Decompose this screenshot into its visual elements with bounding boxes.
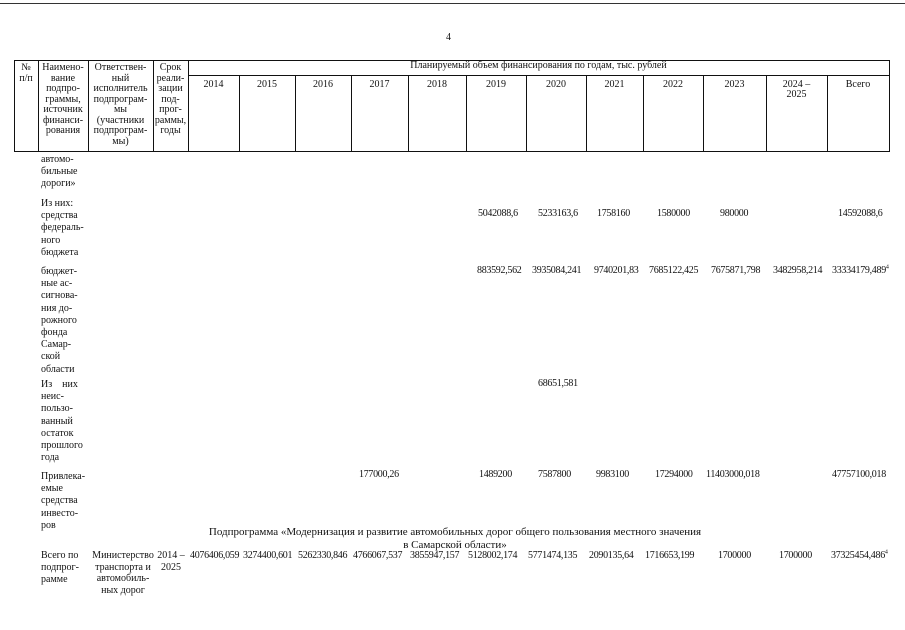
road-fund-2022: 7685122,425: [649, 265, 699, 276]
subprogram-total-2022: 1716653,199: [645, 550, 695, 561]
road-fund-2021: 9740201,83: [594, 265, 639, 276]
header-year-2019: 2019: [486, 79, 506, 90]
header-year-2014: 2014: [203, 79, 224, 90]
subprogram-total-2023: 1700000: [718, 550, 751, 561]
header-year-2023: 2023: [724, 79, 745, 90]
road-fund-total: 33334179,489$^4$: [832, 264, 889, 276]
header-year-2021: 2021: [604, 79, 625, 90]
subprogram-total-2014: 4076406,059: [190, 550, 240, 561]
investors-total: 47757100,018: [832, 469, 886, 480]
header-year-2015: 2015: [257, 79, 277, 90]
federal-total: 14592088,6: [838, 208, 883, 219]
subprogram-executor: Министерство транспорта и автомобиль- ных дорог: [92, 550, 154, 596]
investors-2021: 9983100: [596, 469, 629, 480]
road-fund-2020: 3935084,241: [532, 265, 582, 276]
header-year-2016: 2016: [313, 79, 333, 90]
header-year-2020: 2020: [546, 79, 566, 90]
subprogram-total-2016: 5262330,846: [298, 550, 348, 561]
footnote-mark: 4: [885, 264, 889, 271]
subprogram-total-2020: 5771474,135: [528, 550, 578, 561]
header-year-2022: 2022: [663, 79, 683, 90]
page-number: 4: [446, 32, 451, 43]
header-number: № п/п: [19, 62, 33, 84]
header-year-2017: 2017: [369, 79, 390, 90]
investors-2022: 17294000: [655, 469, 693, 480]
investors-2019: 1489200: [479, 469, 512, 480]
road-fund-2024-2025: 3482958,214: [773, 265, 823, 276]
subprogram-term: 2014 – 2025: [157, 550, 185, 573]
federal-2022: 1580000: [657, 208, 690, 219]
header-executor: Ответствен- ный исполнитель подпрограм- мы (участники подпрограм- мы): [93, 62, 148, 147]
row-label-road-fund: бюджет- ные ас- сигнова- ния до- рожного фонда Самар- ской области: [41, 266, 78, 375]
federal-2021: 1758160: [597, 208, 630, 219]
row-label-subprogram-total: Всего по подпрог- рамме: [41, 550, 79, 586]
subprogram-total-all: 37325454,486$^4$: [831, 549, 888, 561]
subprogram-total-2019: 5128002,174: [468, 550, 518, 561]
top-border-line: [0, 3, 905, 4]
header-term: Срок реали- зации под- прог- раммы, годы: [154, 62, 187, 136]
row-label-federal: Из них: средства федераль- ного бюджета: [41, 198, 84, 258]
header-year-2018: 2018: [427, 79, 447, 90]
road-fund-2023: 7675871,798: [711, 265, 761, 276]
header-name: Наимено- вание подпро- граммы, источник финанси- рования: [42, 62, 84, 136]
subprogram-total-2018: 3855947,157: [410, 550, 460, 561]
investors-2017: 177000,26: [359, 469, 399, 480]
row-label-continuation: автомо- бильные дороги»: [41, 154, 78, 190]
federal-2023: 980000: [720, 208, 749, 219]
footnote-mark: 4: [884, 549, 888, 556]
row-label-investors: Привлека- емые средства инвесто- ров: [41, 471, 86, 531]
federal-2019: 5042088,6: [478, 208, 518, 219]
subprogram-total-2021: 2090135,64: [589, 550, 634, 561]
road-fund-2019: 883592,562: [477, 265, 522, 276]
header-year-2024-2025: 2024 – 2025: [782, 79, 811, 100]
federal-2020: 5233163,6: [538, 208, 578, 219]
subprogram-caption: Подпрограмма «Модернизация и развитие автомобильных дорог общего пользования местного значения в Самарской области»: [208, 526, 702, 551]
header-total: Всего: [845, 79, 871, 90]
subprogram-total-2024-2025: 1700000: [779, 550, 812, 561]
investors-2023: 11403000,018: [706, 469, 760, 480]
subprogram-total-2017: 4766067,537: [353, 550, 403, 561]
unused-balance-2020: 68651,581: [538, 378, 578, 389]
row-label-unused-balance: Из них неис- пользо- ванный остаток прошлого года: [41, 379, 83, 464]
investors-2020: 7587800: [538, 469, 571, 480]
header-planned-funding: Планируемый объем финансирования по годам, тыс. рублей: [410, 60, 667, 71]
subprogram-total-2015: 3274400,601: [243, 550, 293, 561]
